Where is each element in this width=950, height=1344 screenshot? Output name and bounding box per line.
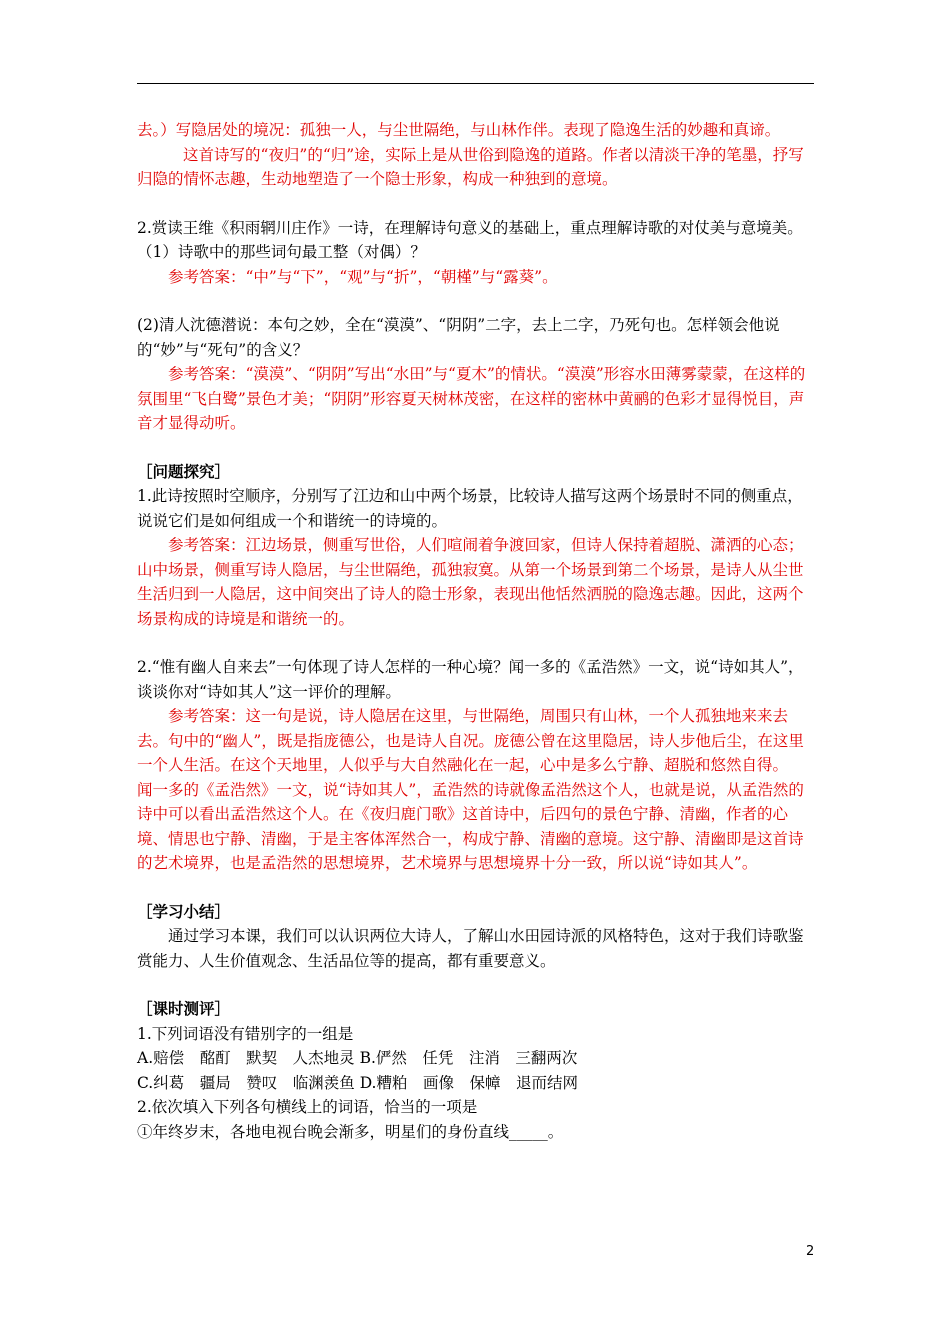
section-heading-test: ［课时测评］: [137, 999, 231, 1018]
question-2-sub1: （1）诗歌中的那些词句最工整（对偶）？: [137, 243, 426, 261]
question-2-answer1: 参考答案：“中”与“下”，“观”与“折”，“朝槿”与“露葵”。: [168, 267, 558, 286]
explore-answer-1: 参考答案：江边场景，侧重写世俗，人们喧闹着争渡回家，但诗人保持着超脱、潇洒的心态；山中场景，侧重写诗人隐居，与尘世隔绝，孤独寂寞。从第一个场景到第二个场景，是诗人从尘世生活归到一人隐居，这中间突出了诗人的隐士形象，表现出他恬然洒脱的隐逸志趣。因此，这两个场景构成的诗境是和谐统一的。: [137, 536, 804, 628]
page-number: 2: [806, 1244, 815, 1259]
explore-answer-2a: 参考答案：这一句是说，诗人隐居在这里，与世隔绝，周围只有山林，一个人孤独地来来去去。句中的“幽人”，既是指庞德公，也是诗人自况。庞德公曾在这里隐居，诗人步他后尘，在这里一个人生活。在这个天地里，人似乎与大自然融化在一起，心中是多么宁静、超脱和悠然自得。: [137, 707, 804, 774]
section-heading-explore: ［问题探究］: [137, 461, 231, 481]
explore-answer-2b: 闻一多的《孟浩然》一文，说“诗如其人”，孟浩然的诗就像孟浩然这个人，也就是说，从孟浩然的诗中可以看出孟浩然这个人。在《夜归鹿门歌》这首诗中，后四句的景色宁静、清幽，作者的心境、情思也宁静、清幽，于是主客体浑然合一，构成宁静、清幽的意境。这宁静、清幽即是这首诗的艺术境界，也是孟浩然的思想境界，艺术境界与思想境界十分一致，所以说“诗如其人”。: [137, 780, 804, 872]
test-question-1: 1.下列词语没有错别字的一组是: [137, 1024, 354, 1043]
test-question-2-item1: ①年终岁末，各地电视台晚会渐多，明星们的身份直线_____。: [137, 1122, 564, 1141]
explore-question-2: 2.“惟有幽人自来去”一句体现了诗人怎样的一种心境？闻一多的《孟浩然》一文，说“诗如其人”，谈谈你对“诗如其人”这一评价的理解。: [137, 658, 804, 701]
answer-continuation: 去。）写隐居处的境况：孤独一人，与尘世隔绝，与山林作伴。表现了隐逸生活的妙趣和真谛。: [137, 121, 781, 139]
question-2-answer2: 参考答案：“漠漠”、“阴阴”写出“水田”与“夏木”的情状。“漠漠”形容水田薄雾蒙蒙，在这样的氛围里“飞白鹭”景色才美；“阴阴”形容夏天树林茂密，在这样的密林中黄鹂的色彩才显得悦目，声音才显得动听。: [137, 365, 806, 432]
question-2-sub2: (2)清人沈德潜说：本句之妙，全在“漠漠”、“阴阴”二字，去上二字，乃死句也。怎样领会他说的“妙”与“死句”的含义？: [137, 316, 780, 359]
header-rule: [137, 83, 814, 84]
option-a: A.赔偿 酩酊 默契 人杰地灵: [137, 1049, 355, 1067]
test-options-ab: [137, 1046, 817, 1071]
test-options-cd: [137, 1071, 817, 1096]
option-c: C.纠葛 疆局 赞叹 临渊羡鱼: [137, 1073, 355, 1092]
document-body: [137, 118, 817, 1144]
explore-question-1: 1.此诗按照时空顺序，分别写了江边和山中两个场景，比较诗人描写这两个场景时不同的侧重点，说说它们是如何组成一个和谐统一的诗境的。: [137, 487, 803, 530]
section-heading-summary: ［学习小结］: [137, 901, 231, 921]
option-b: B.俨然 任凭 注消 三翻两次: [359, 1049, 578, 1067]
option-d: D.糟粕 画像 保幛 退而结网: [359, 1073, 578, 1092]
answer-paragraph: 这首诗写的“夜归”的“归”途，实际上是从世俗到隐逸的道路。作者以清淡干净的笔墨，抒写归隐的情怀志趣，生动地塑造了一个隐士形象，构成一种独到的意境。: [137, 145, 804, 188]
summary-paragraph: 通过学习本课，我们可以认识两位大诗人，了解山水田园诗派的风格特色，这对于我们诗歌鉴赏能力、人生价值观念、生活品位等的提高，都有重要意义。: [137, 927, 804, 970]
test-question-2: 2.依次填入下列各句横线上的词语，恰当的一项是: [137, 1098, 478, 1116]
question-2-stem: 2.赏读王维《积雨辋川庄作》一诗，在理解诗句意义的基础上，重点理解诗歌的对仗美与意境美。: [137, 218, 803, 237]
